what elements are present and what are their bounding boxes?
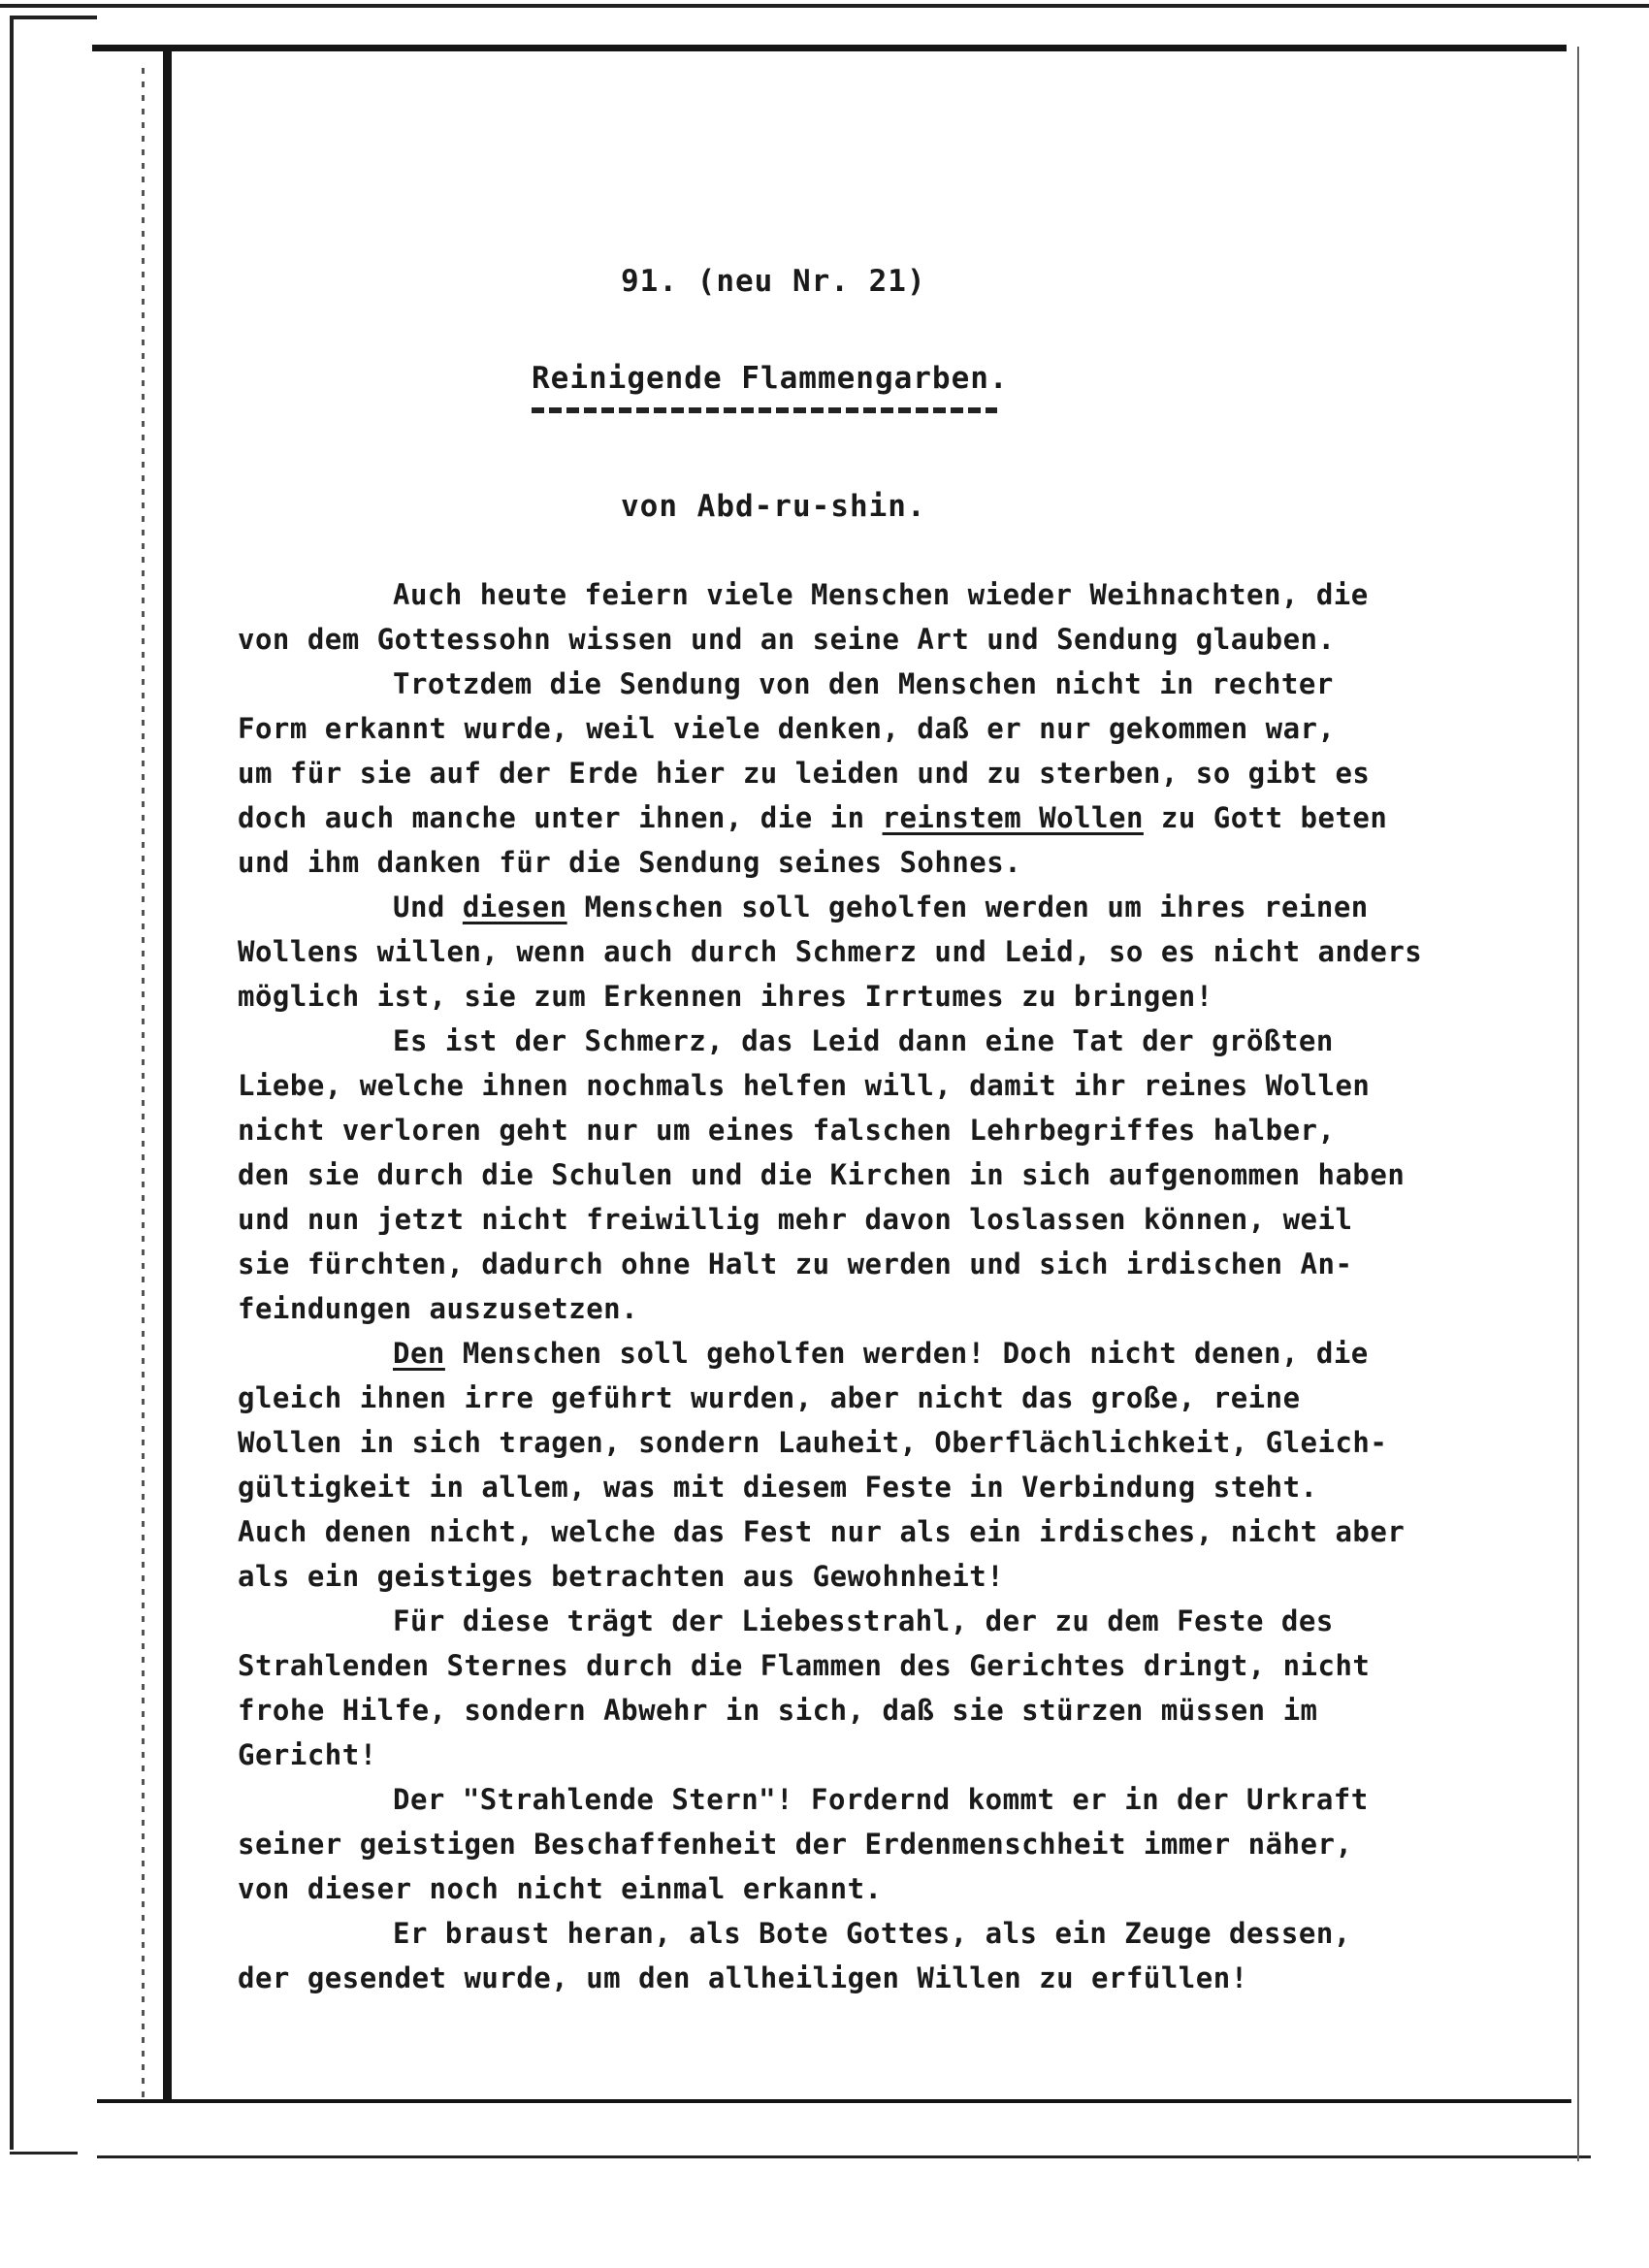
paragraph [238, 1019, 1542, 1331]
text-line: von dieser noch nicht einmal erkannt. [238, 1872, 883, 1905]
title-underline [532, 407, 997, 413]
binder-top-rule [92, 45, 1567, 51]
text-line: seiner geistigen Beschaffenheit der Erdenmenschheit immer näher, [238, 1828, 1353, 1861]
text-line: Für diese trägt der Liebesstrahl, der zu dem Feste des [393, 1604, 1334, 1637]
binding-holes [142, 68, 145, 2105]
paragraph [238, 1911, 1542, 2000]
text-line: nicht verloren geht nur um eines falschen Lehrbegriffes halber, [238, 1114, 1336, 1147]
text-line: Den Menschen soll geholfen werden! Doch nicht denen, die [393, 1337, 1369, 1370]
paragraph [238, 885, 1542, 1019]
text-line: als ein geistiges betrachten aus Gewohnheit! [238, 1560, 1005, 1593]
text-line: Es ist der Schmerz, das Leid dann eine Tat der größten [393, 1024, 1334, 1057]
text-line: Der "Strahlende Stern"! Fordernd kommt er in der Urkraft [393, 1783, 1369, 1816]
text-line: Wollen in sich tragen, sondern Lauheit, Oberflächlichkeit, Gleich- [238, 1426, 1388, 1459]
scan-left-edge [10, 16, 14, 2150]
text-line: den sie durch die Schulen und die Kirchen in sich aufgenommen haben [238, 1158, 1406, 1191]
text-line: Trotzdem die Sendung von den Menschen nicht in rechter [393, 667, 1334, 700]
text-line: Er braust heran, als Bote Gottes, als ein Zeuge dessen, [393, 1917, 1351, 1950]
lecture-number: 91. (neu Nr. 21) [621, 264, 926, 299]
text-line: gleich ihnen irre geführt wurden, aber nicht das große, reine [238, 1381, 1301, 1414]
document-body [238, 572, 1542, 2000]
text-line: Form erkannt wurde, weil viele denken, daß er nur gekommen war, [238, 712, 1336, 745]
text-line: Strahlenden Sternes durch die Flammen des Gerichtes dringt, nicht [238, 1649, 1371, 1682]
text-line: doch auch manche unter ihnen, die in reinstem Wollen zu Gott beten [238, 801, 1388, 834]
text-line: und ihm danken für die Sendung seines Sohnes. [238, 846, 1022, 879]
text-line: Auch heute feiern viele Menschen wieder Weihnachten, die [393, 578, 1369, 611]
text-line: Wollens willen, wenn auch durch Schmerz und Leid, so es nicht anders [238, 935, 1423, 968]
scan-corner-mark [10, 16, 97, 19]
paragraph [238, 1599, 1542, 1777]
text-line: feindungen auszusetzen. [238, 1292, 639, 1325]
text-line: möglich ist, sie zum Erkennen ihres Irrtumes zu bringen! [238, 980, 1213, 1013]
paragraph [238, 1331, 1542, 1599]
text-line: Liebe, welche ihnen nochmals helfen will, damit ihr reines Wollen [238, 1069, 1371, 1102]
text-line: sie fürchten, dadurch ohne Halt zu werden und sich irdischen An- [238, 1247, 1353, 1280]
binder-spine-rule [163, 47, 172, 2103]
text-line: Gericht! [238, 1738, 377, 1771]
text-line: Auch denen nicht, welche das Fest nur als ein irdisches, nicht aber [238, 1515, 1406, 1548]
scan-bottom-edge [97, 2155, 1591, 2158]
binder-bottom-rule [97, 2099, 1571, 2103]
paragraph [238, 662, 1542, 885]
paragraph [238, 572, 1542, 662]
scan-top-edge [0, 4, 1649, 8]
scan-bottom-mark [10, 2152, 78, 2155]
scan-right-edge [1577, 47, 1579, 2161]
text-line: und nun jetzt nicht freiwillig mehr davon loslassen können, weil [238, 1203, 1353, 1236]
text-line: frohe Hilfe, sondern Abwehr in sich, daß sie stürzen müssen im [238, 1694, 1318, 1727]
text-line: von dem Gottessohn wissen und an seine Art und Sendung glauben. [238, 623, 1336, 656]
text-line: gültigkeit in allem, was mit diesem Feste in Verbindung steht. [238, 1471, 1318, 1504]
text-line: Und diesen Menschen soll geholfen werden um ihres reinen [393, 891, 1369, 923]
paragraph [238, 1777, 1542, 1911]
document-title: Reinigende Flammengarben. [532, 361, 1009, 396]
text-line: um für sie auf der Erde hier zu leiden und zu sterben, so gibt es [238, 757, 1371, 790]
author-line: von Abd-ru-shin. [621, 489, 926, 524]
text-line: der gesendet wurde, um den allheiligen Willen zu erfüllen! [238, 1961, 1248, 1994]
